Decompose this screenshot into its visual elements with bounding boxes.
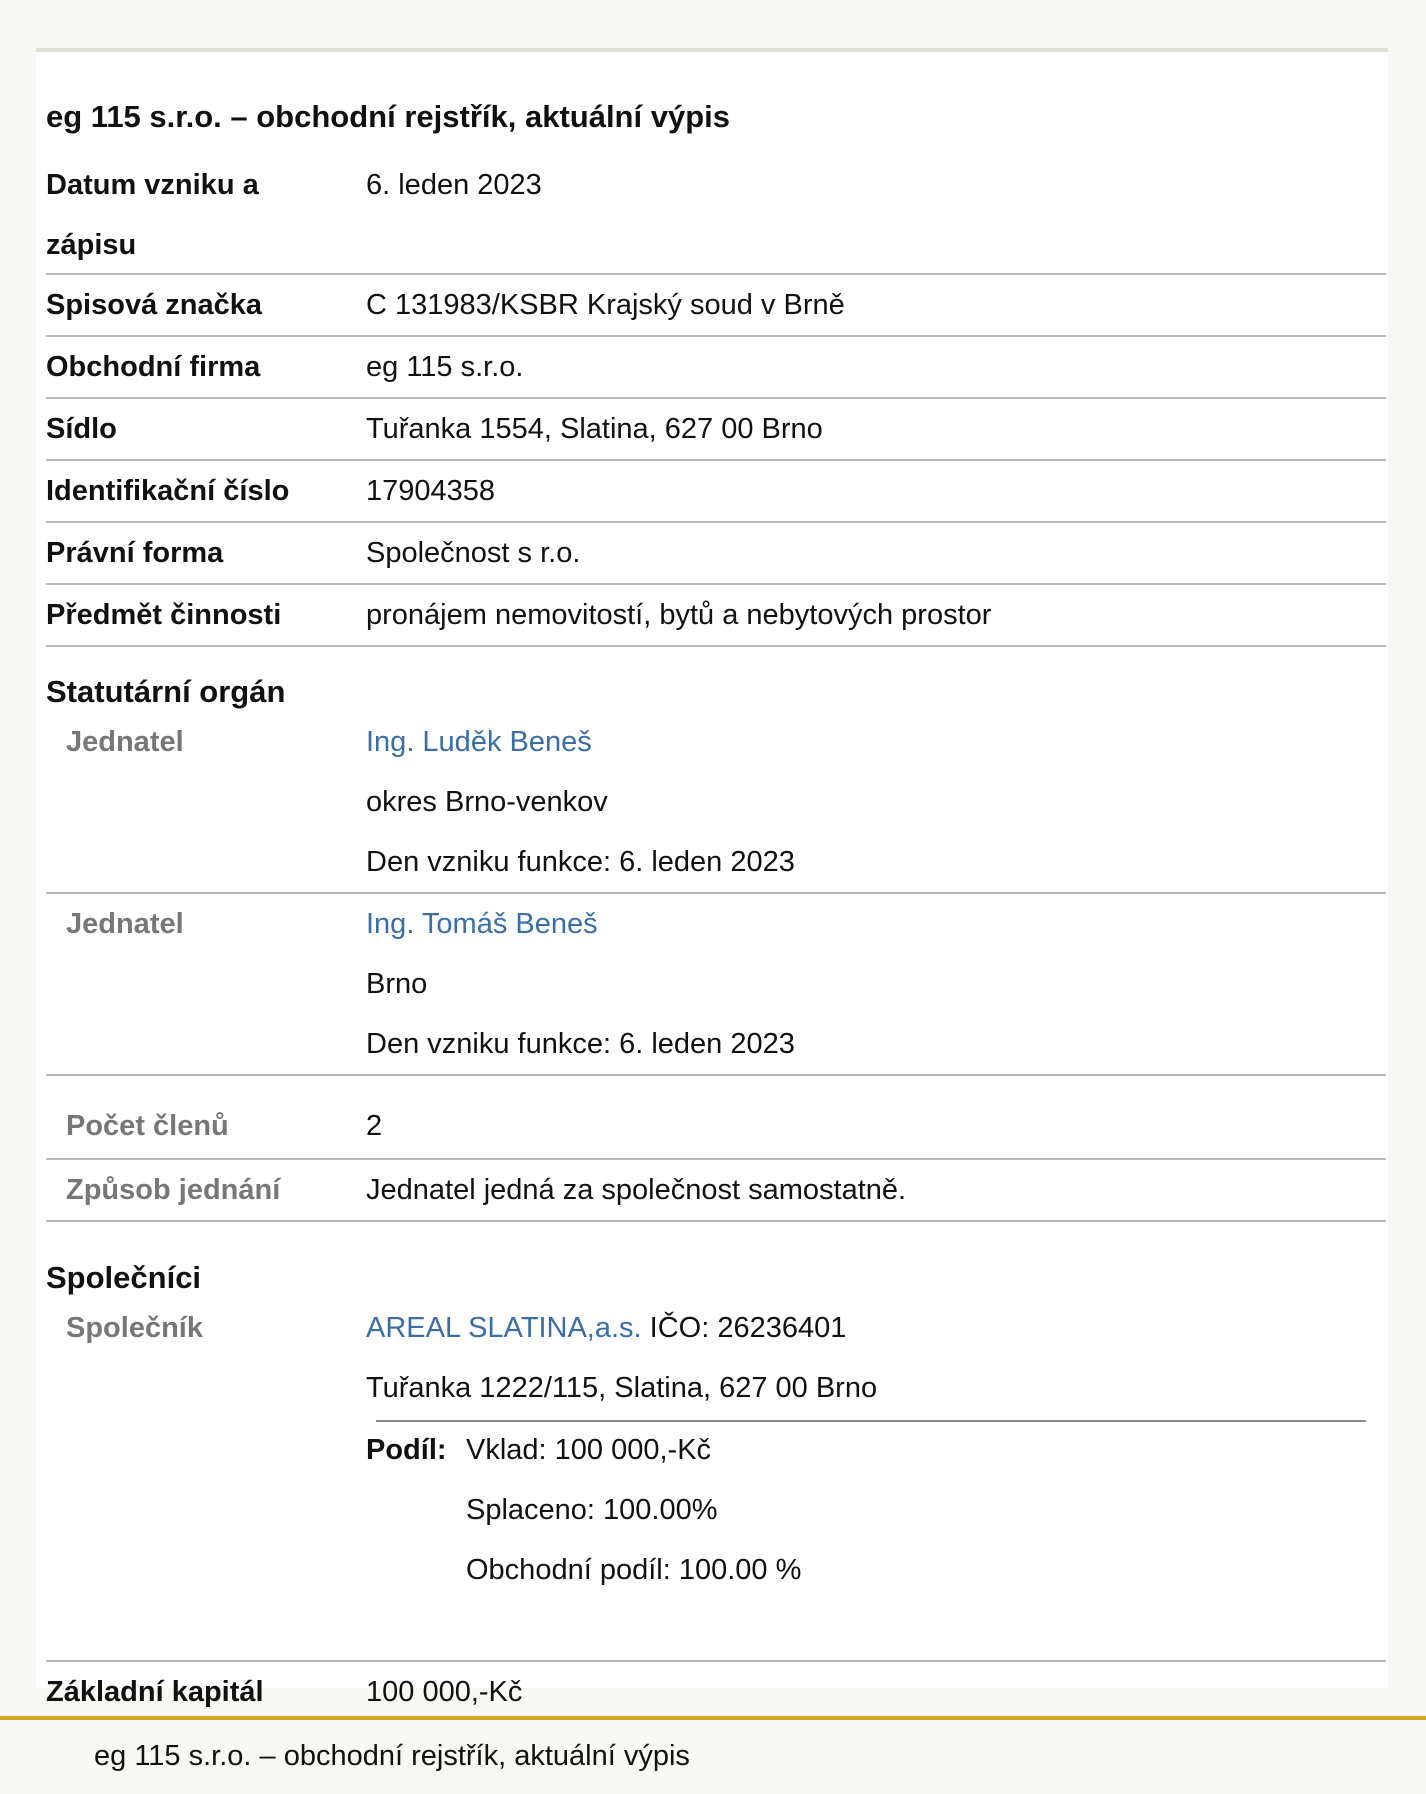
kapital-value: 100 000,-Kč [366, 1676, 523, 1708]
pocet-label: Počet členů [66, 1110, 229, 1142]
spolecnik-role: Společník [66, 1312, 203, 1344]
jednatel-2-name-link[interactable]: Ing. Tomáš Beneš [366, 908, 598, 940]
row-jednatel-2 [46, 894, 1386, 1076]
datum-label-2: zápisu [46, 229, 137, 261]
spisova-value: C 131983/KSBR Krajský soud v Brně [366, 289, 845, 321]
zpusob-value: Jednatel jedná za společnost samostatně. [366, 1174, 907, 1206]
jednatel-1-since: Den vzniku funkce: 6. leden 2023 [366, 846, 795, 878]
extract-card [36, 48, 1388, 1708]
datum-label: Datum vzniku a [46, 169, 259, 201]
row-spisova-znacka [46, 275, 1386, 337]
spolecnik-name-link[interactable]: AREAL SLATINA,a.s. [366, 1312, 642, 1344]
forma-value: Společnost s r.o. [366, 537, 581, 569]
podil-vklad: Vklad: 100 000,-Kč [466, 1434, 712, 1466]
podil-splaceno: Splaceno: 100.00% [466, 1494, 718, 1526]
predmet-label: Předmět činnosti [46, 599, 282, 631]
firma-value: eg 115 s.r.o. [366, 351, 524, 383]
spisova-label: Spisová značka [46, 289, 262, 321]
spolecnik-address: Tuřanka 1222/115, Slatina, 627 00 Brno [366, 1372, 878, 1404]
footer-title: eg 115 s.r.o. – obchodní rejstřík, aktuální výpis [94, 1740, 690, 1772]
footer-bar [0, 1716, 1426, 1794]
spolecnik-ico: IČO: 26236401 [649, 1312, 847, 1344]
row-zpusob-jednani [46, 1160, 1386, 1222]
jednatel-1-place: okres Brno-venkov [366, 786, 608, 818]
podil-label: Podíl: [366, 1434, 447, 1466]
zpusob-label: Způsob jednání [66, 1174, 281, 1206]
predmet-value: pronájem nemovitostí, bytů a nebytových prostor [366, 599, 992, 631]
row-spolecnik [46, 1298, 1386, 1662]
jednatel-1-role: Jednatel [66, 726, 184, 758]
sidlo-label: Sídlo [46, 413, 117, 445]
row-sidlo [46, 399, 1386, 461]
row-identifikacni-cislo [46, 461, 1386, 523]
row-zakladni-kapital [46, 1662, 1386, 1724]
statutarni-heading: Statutární orgán [46, 674, 286, 709]
datum-value: 6. leden 2023 [366, 169, 542, 201]
row-datum-vzniku [46, 155, 1386, 275]
kapital-label: Základní kapitál [46, 1676, 264, 1708]
row-jednatel-1 [46, 712, 1386, 894]
spolecnici-heading: Společníci [46, 1260, 202, 1295]
row-pocet-clenu [46, 1076, 1386, 1160]
jednatel-2-role: Jednatel [66, 908, 184, 940]
page-title: eg 115 s.r.o. – obchodní rejstřík, aktuální výpis [46, 99, 730, 134]
firma-label: Obchodní firma [46, 351, 261, 383]
ic-label: Identifikační číslo [46, 475, 290, 507]
sidlo-value: Tuřanka 1554, Slatina, 627 00 Brno [366, 413, 823, 445]
jednatel-2-place: Brno [366, 968, 428, 1000]
ic-value: 17904358 [366, 475, 496, 507]
spolecnik-line [366, 1298, 846, 1358]
forma-label: Právní forma [46, 537, 224, 569]
row-obchodni-firma [46, 337, 1386, 399]
pocet-value: 2 [366, 1110, 383, 1142]
jednatel-1-name-link[interactable]: Ing. Luděk Beneš [366, 726, 592, 758]
row-pravni-forma [46, 523, 1386, 585]
jednatel-2-since: Den vzniku funkce: 6. leden 2023 [366, 1028, 795, 1060]
row-predmet-cinnosti [46, 585, 1386, 647]
podil-obchodni: Obchodní podíl: 100.00 % [466, 1554, 802, 1586]
